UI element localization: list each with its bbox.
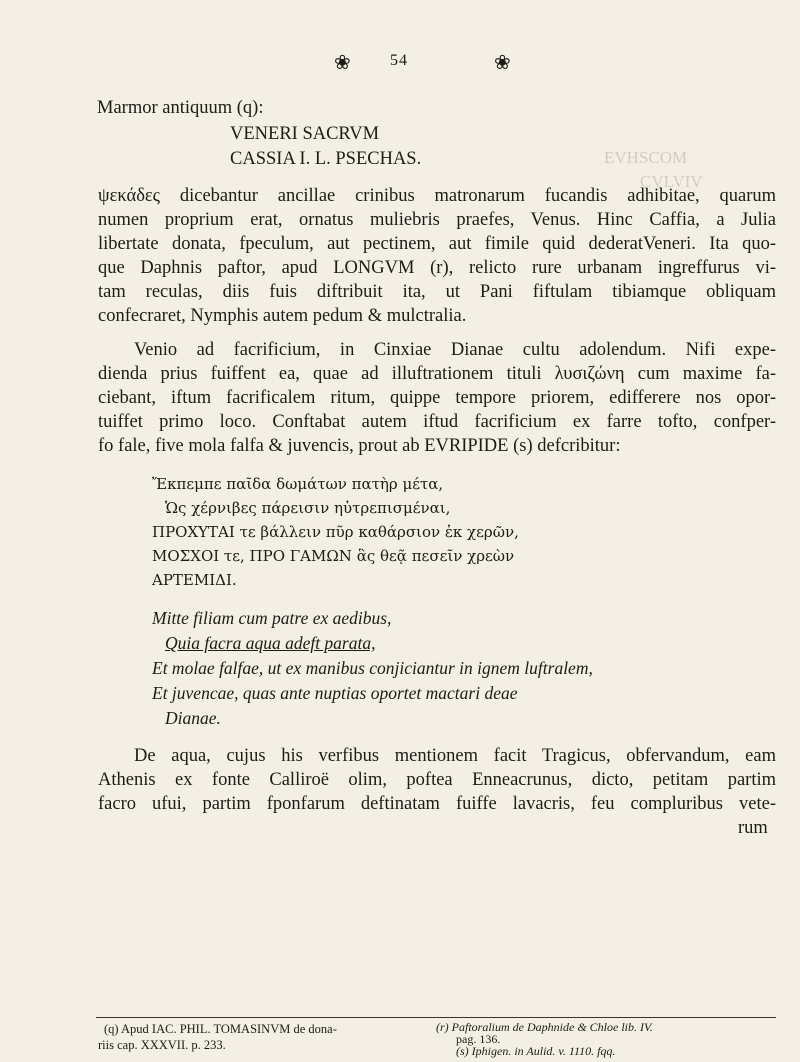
paragraph-line: De aqua, cujus his verfibus mentionem facit Tragicus, obfervandum, eam xyxy=(134,746,776,766)
paragraph-line: tam reculas, diis fuis diftribuit ita, ut Pani fiftulam tibiamque obliquam xyxy=(98,282,776,302)
footnote-text: pag. 136. xyxy=(456,1032,501,1046)
latin-verse: Dianae. xyxy=(165,708,221,728)
inscription-line: CASSIA I. L. PSECHAS. xyxy=(230,149,422,169)
footnote-q xyxy=(104,1021,337,1038)
paragraph-line: fo fale, five mola falfa & juvencis, prout ab EVRIPIDE (s) defcribitur: xyxy=(98,436,621,456)
footnote-q-continued xyxy=(98,1037,226,1054)
paragraph-line: que Daphnis paftor, apud LONGVM (r), relicto rure urbanam ingreffurus vi- xyxy=(98,258,776,278)
greek-verse: ΠΡΟΧΥΤΑΙ τε βάλλειν πῦρ καθάρσιον ἐκ χερῶν, xyxy=(152,523,519,541)
inscription-line: VENERI SACRVM xyxy=(230,124,380,144)
footnote-text: (q) Apud IAC. PHIL. TOMASINVM de dona- xyxy=(104,1022,337,1036)
show-through-text: CVLVIV xyxy=(640,172,703,191)
show-through-text: EVHSCOM xyxy=(604,148,688,167)
greek-verse: ΑΡΤΕΜΙΔΙ. xyxy=(152,571,237,589)
catchword: rum xyxy=(738,818,768,838)
paragraph-line: Venio ad facrificium, in Cinxiae Dianae cultu adolendum. Nifi expe- xyxy=(134,340,776,360)
paragraph-line: ciebant, iftum facrificalem ritum, quippe tempore priorem, edifferere nos opor- xyxy=(98,388,776,408)
latin-verse: Mitte filiam cum patre ex aedibus, xyxy=(152,608,392,628)
inscription-intro: Marmor antiquum (q): xyxy=(97,98,264,118)
latin-verse: Et juvencae, quas ante nuptias oportet mactari deae xyxy=(152,683,518,703)
paragraph-line: facro ufui, partim fponfarum deftinatam fuiffe lavacris, feu compluribus vete- xyxy=(98,794,776,814)
latin-verse: Quia facra aqua adeft parata, xyxy=(165,633,376,653)
footnote-divider xyxy=(96,1017,776,1018)
paragraph-line: Athenis ex fonte Calliroë olim, poftea Enneacrunus, dicto, petitam partim xyxy=(98,770,776,790)
paragraph-line: ψεκάδες dicebantur ancillae crinibus matronarum fucandis adhibitae, quarum xyxy=(98,186,776,206)
flower-ornament-icon: ❀ xyxy=(334,52,351,74)
paragraph-line: dienda prius fuiffent ea, quae ad illuftrationem tituli λυσιζώνη cum maxime fa- xyxy=(98,364,776,384)
page-header xyxy=(0,50,800,80)
footnote-text: (r) Paftoralium de Daphnide & Chloe lib. IV. xyxy=(436,1020,653,1034)
greek-verse: Ὡς χέρνιβες πάρεισιν ηὐτρεπισμέναι, xyxy=(165,499,451,517)
paragraph-line: libertate donata, fpeculum, aut pectinem, aut fimile quid dederatVeneri. Ita quo- xyxy=(98,234,776,254)
paragraph-line: confecraret, Nymphis autem pedum & mulctralia. xyxy=(98,306,467,326)
footnote-text: riis cap. XXXVII. p. 233. xyxy=(98,1038,226,1052)
latin-verse: Et molae falfae, ut ex manibus conjiciantur in ignem luftralem, xyxy=(152,658,593,678)
paragraph-line: tuiffet primo loco. Conftabat autem iftud facrificium ex farre tofto, confper- xyxy=(98,412,776,432)
footnote-s: (s) Iphigen. in Aulid. v. 1110. fqq. xyxy=(456,1044,616,1058)
page-number: 54 xyxy=(390,52,408,69)
greek-verse: Ἔκπεμπε παῖδα δωμάτων πατὴρ μέτα, xyxy=(152,475,444,493)
flower-ornament-icon: ❀ xyxy=(494,52,511,74)
greek-verse: ΜΟΣΧΟΙ τε, ΠΡΟ ΓΑΜΩΝ ἃς θεᾷ πεσεῖν χρεὼν xyxy=(152,547,515,565)
paragraph-line: numen proprium erat, ornatus muliebris praefes, Venus. Hinc Caffia, a Julia xyxy=(98,210,776,230)
